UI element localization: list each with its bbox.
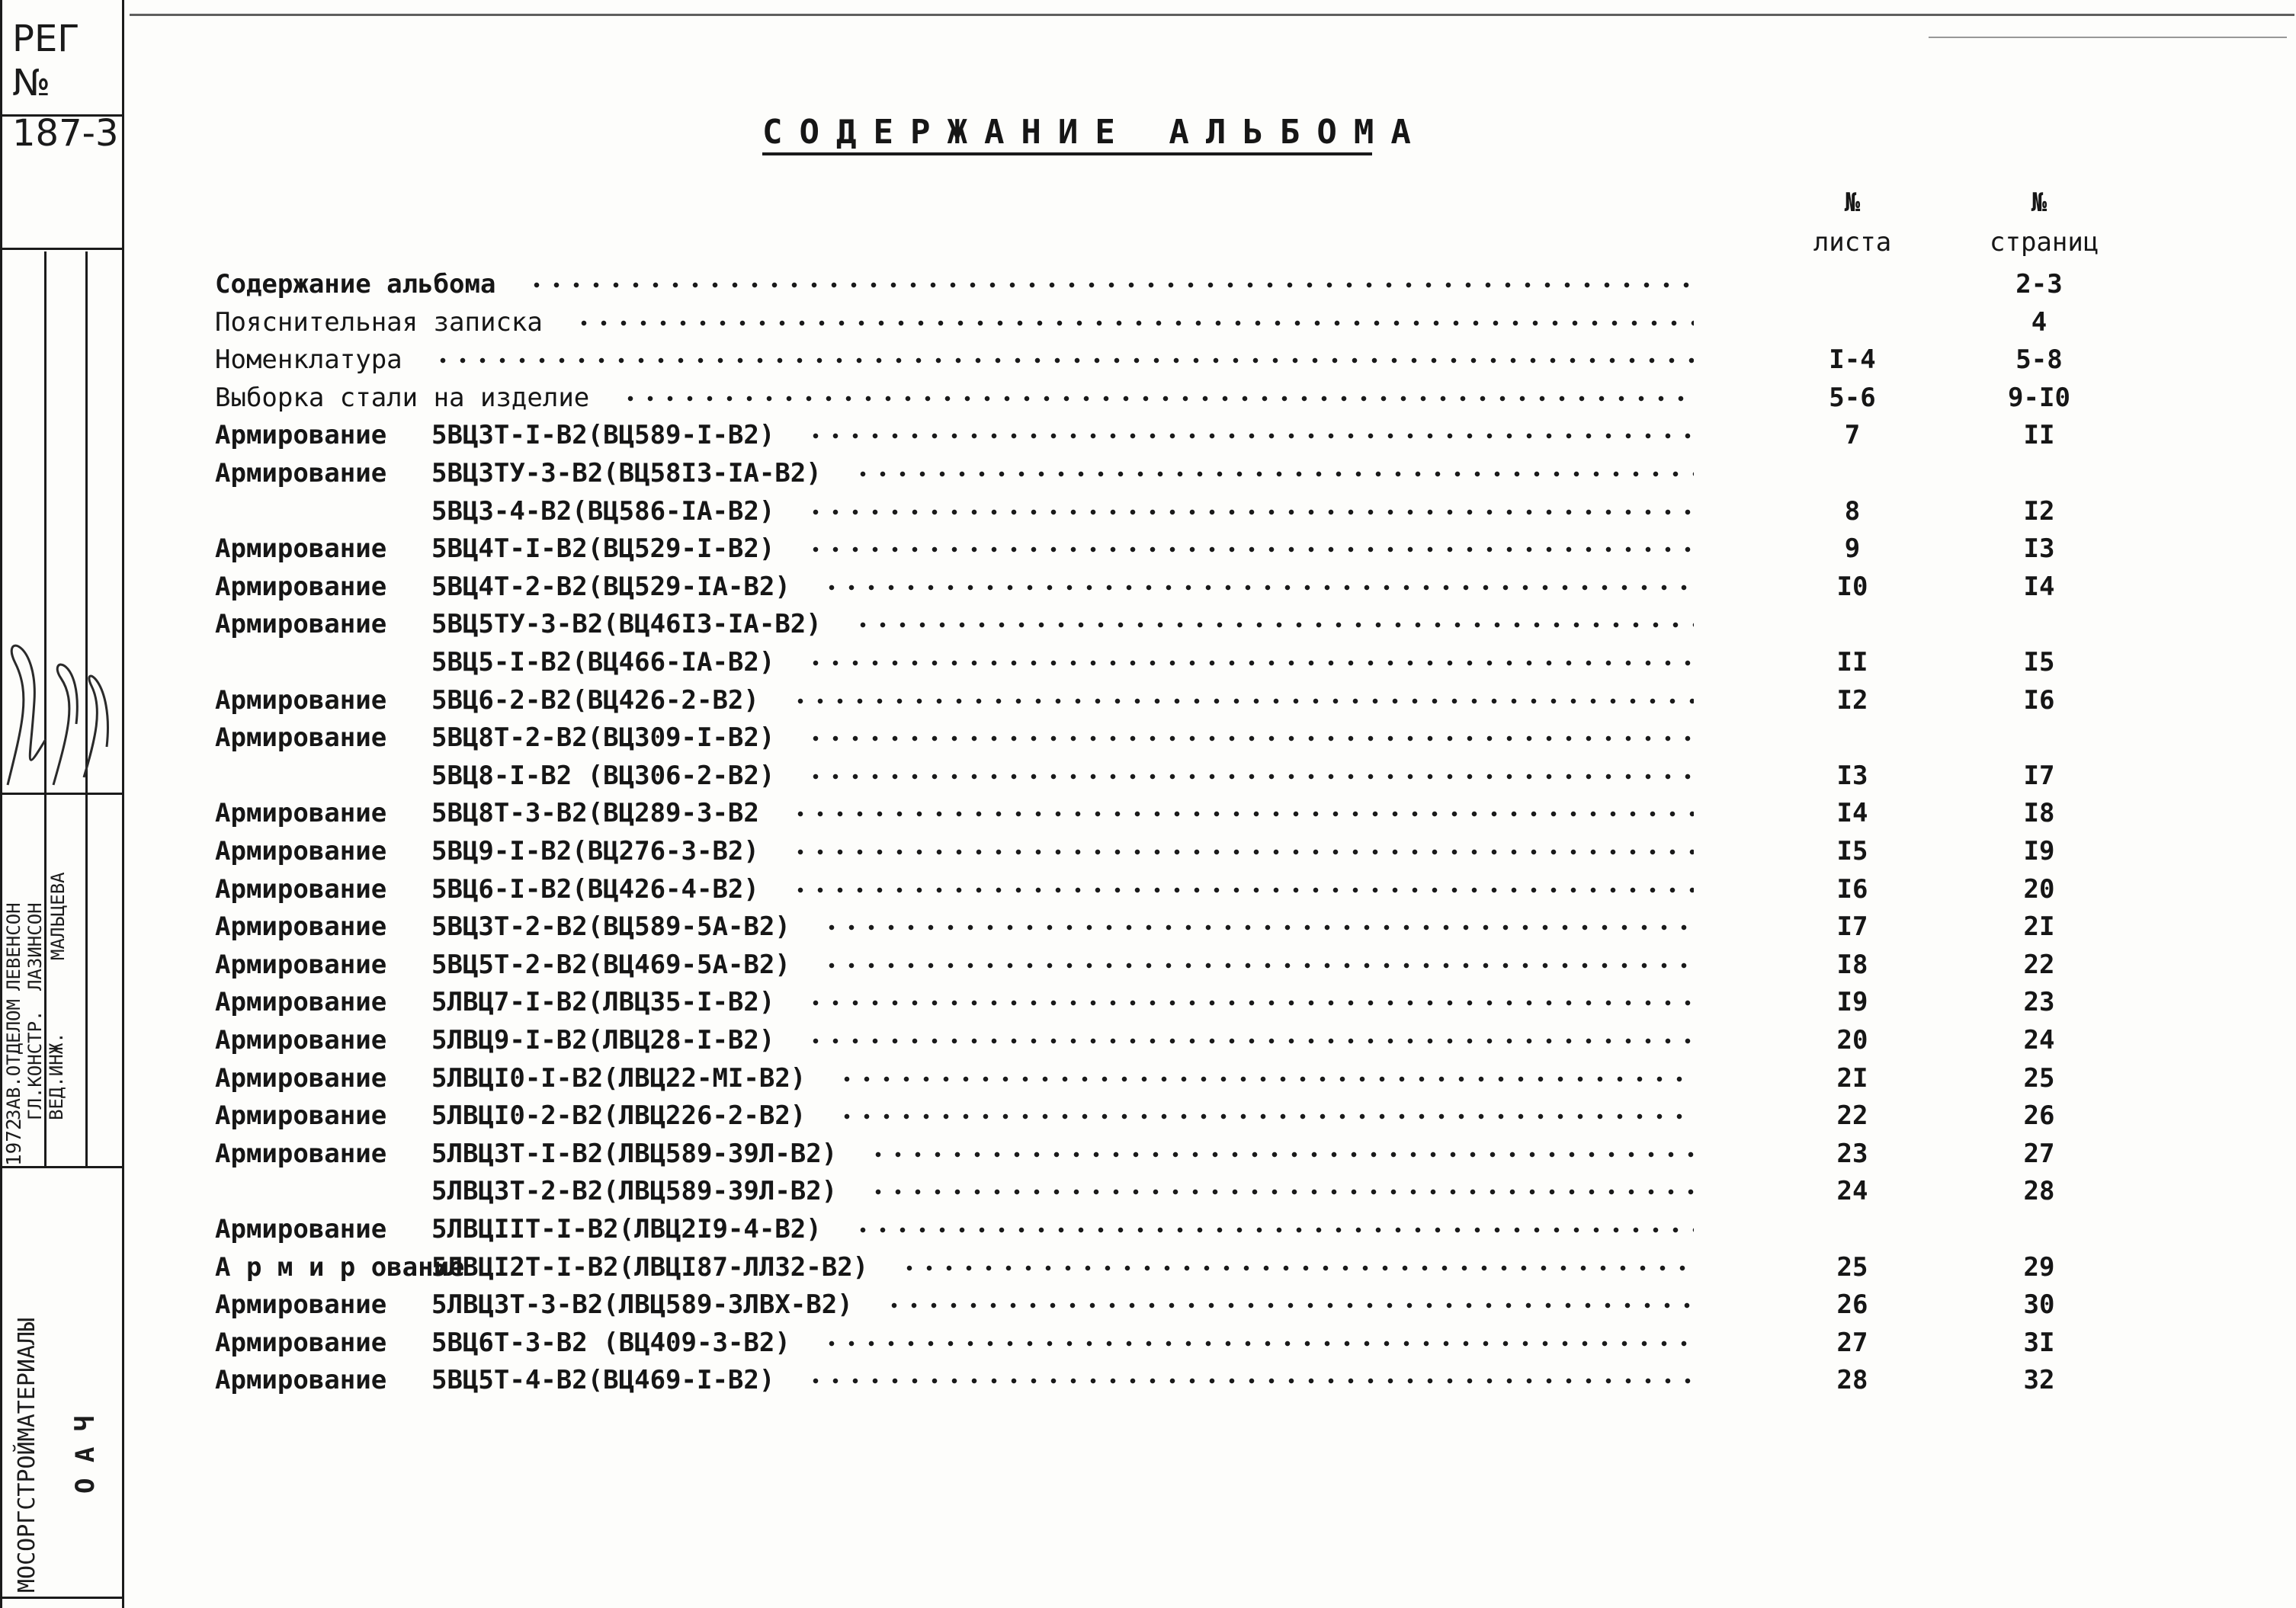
table-row xyxy=(0,1286,2296,1324)
row-sheet-number: 20 xyxy=(1836,1025,1868,1055)
dot-leader xyxy=(806,509,1694,515)
table-row xyxy=(0,1361,2296,1399)
row-sheet-number: I7 xyxy=(1836,911,1868,943)
row-label: Армирование xyxy=(215,420,387,451)
row-sheet-number: 23 xyxy=(1836,1138,1868,1169)
row-product-code: 5ВЦ3Т-I-В2(ВЦ589-I-В2) xyxy=(431,420,775,451)
row-label: Содержание альбома xyxy=(215,269,496,299)
row-product-code: 5ЛВЦ7-I-В2(ЛВЦ35-I-В2) xyxy=(431,987,775,1018)
dot-leader xyxy=(853,1227,1695,1233)
row-product-code: 5ЛВЦ3Т-3-В2(ЛВЦ589-3ЛВХ-В2) xyxy=(431,1289,853,1321)
row-sheet-number: 22 xyxy=(1836,1100,1868,1132)
page-number-sign: № xyxy=(2031,187,2047,218)
row-label: Армирование xyxy=(215,609,387,640)
row-label: Армирование xyxy=(215,987,387,1018)
dot-leader xyxy=(822,1341,1695,1347)
row-label: Армирование xyxy=(215,949,387,980)
dot-leader xyxy=(806,1378,1694,1384)
row-label: Выборка стали на изделие xyxy=(215,382,590,413)
table-row xyxy=(0,303,2296,341)
stamp-name-chief: ЛАЗИНСОН xyxy=(24,902,46,991)
row-sheet-number: 7 xyxy=(1844,420,1861,451)
table-row xyxy=(0,1097,2296,1135)
row-page-number: I8 xyxy=(2023,798,2055,829)
dot-leader xyxy=(790,811,1695,817)
sheet-column-label: листа xyxy=(1813,227,1892,258)
row-label: А р м и р ование xyxy=(215,1251,465,1283)
stamp-divider-end xyxy=(0,1597,122,1599)
row-product-code: 5ВЦ6Т-3-В2 (ВЦ409-3-В2) xyxy=(431,1327,790,1358)
row-sheet-number: 28 xyxy=(1836,1365,1868,1396)
scan-top-line-right xyxy=(1929,37,2287,38)
row-product-code: 5ВЦ8Т-3-В2(ВЦ289-3-В2 xyxy=(431,798,759,829)
dot-leader xyxy=(899,1265,1694,1271)
row-page-number: I4 xyxy=(2023,571,2055,602)
table-row xyxy=(0,1324,2296,1362)
row-product-code: 5ЛВЦI0-2-В2(ЛВЦ226-2-В2) xyxy=(431,1100,806,1132)
row-product-code: 5ЛВЦI2Т-I-В2(ЛВЦI87-ЛЛ32-В2) xyxy=(431,1251,869,1283)
row-product-code: 5ВЦ5ТУ-3-В2(ВЦ46I3-IА-В2) xyxy=(431,609,822,640)
row-page-number: II xyxy=(2023,420,2055,451)
dot-leader xyxy=(806,433,1694,439)
table-row xyxy=(0,643,2296,681)
row-product-code: 5ЛВЦ9-I-В2(ЛВЦ28-I-В2) xyxy=(431,1025,775,1055)
row-page-number: I9 xyxy=(2023,836,2055,866)
row-sheet-number: I3 xyxy=(1836,760,1868,791)
table-row xyxy=(0,1135,2296,1173)
table-row xyxy=(0,719,2296,757)
stamp-organization: МОСОРГСТРОЙМАТЕРИАЛЫ xyxy=(14,1317,40,1593)
row-page-number: 24 xyxy=(2023,1025,2055,1055)
row-page-number: I6 xyxy=(2023,684,2055,716)
row-page-number: 25 xyxy=(2023,1062,2055,1094)
reg-value: 187-3 xyxy=(12,112,119,155)
table-row xyxy=(0,379,2296,417)
row-page-number: 32 xyxy=(2023,1365,2055,1396)
row-sheet-number: 2I xyxy=(1836,1062,1868,1094)
table-row xyxy=(0,1210,2296,1248)
row-page-number: 27 xyxy=(2023,1138,2055,1169)
row-label: Армирование xyxy=(215,911,387,943)
row-sheet-number: 27 xyxy=(1836,1327,1868,1358)
row-page-number: 2I xyxy=(2023,911,2055,943)
row-sheet-number: I8 xyxy=(1836,949,1868,980)
dot-leader xyxy=(853,622,1695,628)
row-sheet-number: 5-6 xyxy=(1829,382,1876,413)
row-product-code: 5ВЦ5Т-2-В2(ВЦ469-5А-В2) xyxy=(431,949,790,980)
row-sheet-number: I-4 xyxy=(1829,344,1876,376)
dot-leader xyxy=(574,320,1695,326)
row-label: Армирование xyxy=(215,1327,387,1358)
table-row xyxy=(0,757,2296,795)
stamp-role-chief: ГЛ.КОНСТР. xyxy=(24,1010,46,1120)
row-product-code: 5ВЦ3Т-2-В2(ВЦ589-5А-В2) xyxy=(431,911,790,943)
table-row xyxy=(0,870,2296,908)
row-label: Армирование xyxy=(215,458,387,488)
reg-label: РЕГ № xyxy=(12,18,80,104)
dot-leader xyxy=(790,887,1695,893)
table-row xyxy=(0,1021,2296,1059)
table-row xyxy=(0,794,2296,832)
row-page-number: 23 xyxy=(2023,987,2055,1018)
dot-leader xyxy=(806,735,1694,742)
dot-leader xyxy=(806,660,1694,666)
dot-leader xyxy=(822,963,1695,969)
row-label: Армирование xyxy=(215,1214,387,1244)
row-product-code: 5ВЦ3ТУ-3-В2(ВЦ58I3-IА-В2) xyxy=(431,458,822,488)
table-row xyxy=(0,832,2296,870)
stamp-role-engineer: ВЕД.ИНЖ. xyxy=(46,1032,67,1120)
row-label: Армирование xyxy=(215,1025,387,1055)
table-row xyxy=(0,492,2296,530)
row-product-code: 5ЛВЦI0-I-В2(ЛВЦ22-МI-В2) xyxy=(431,1062,806,1094)
row-label: Армирование xyxy=(215,1289,387,1321)
dot-leader xyxy=(868,1152,1694,1158)
row-page-number: 2-3 xyxy=(2015,269,2063,299)
dot-leader xyxy=(837,1113,1694,1120)
table-row xyxy=(0,568,2296,606)
row-sheet-number: 26 xyxy=(1836,1289,1868,1321)
page-column-label: страниц xyxy=(1990,227,2099,258)
row-page-number: 5-8 xyxy=(2015,344,2063,376)
row-sheet-number: 9 xyxy=(1844,533,1861,565)
row-page-number: 29 xyxy=(2023,1251,2055,1283)
column-header-sheet xyxy=(1807,183,1898,262)
table-row xyxy=(0,416,2296,454)
row-sheet-number: I4 xyxy=(1836,798,1868,829)
row-label: Армирование xyxy=(215,533,387,565)
title-underline xyxy=(762,152,1372,155)
row-label: Армирование xyxy=(215,873,387,905)
dot-leader xyxy=(822,924,1695,931)
stamp-role-head: ЗАВ.ОТДЕЛОМ xyxy=(3,999,24,1120)
dot-leader xyxy=(806,1038,1694,1044)
row-page-number: 20 xyxy=(2023,873,2055,905)
row-product-code: 5ЛВЦIIТ-I-В2(ЛВЦ2I9-4-В2) xyxy=(431,1214,822,1244)
row-page-number: 28 xyxy=(2023,1176,2055,1207)
dot-leader xyxy=(433,357,1694,364)
dot-leader xyxy=(853,471,1695,477)
row-page-number: I5 xyxy=(2023,647,2055,677)
sheet-number-sign: № xyxy=(1844,187,1861,218)
row-label: Пояснительная записка xyxy=(215,306,543,338)
stamp-divider-top xyxy=(0,248,122,250)
table-row xyxy=(0,605,2296,643)
row-product-code: 5ВЦ5-I-В2(ВЦ466-IА-В2) xyxy=(431,647,775,677)
table-row xyxy=(0,265,2296,303)
row-page-number: 22 xyxy=(2023,949,2055,980)
dot-leader xyxy=(806,546,1694,553)
row-page-number: 4 xyxy=(2031,306,2047,338)
dot-leader xyxy=(868,1189,1694,1195)
dot-leader xyxy=(790,698,1695,704)
row-sheet-number: I6 xyxy=(1836,873,1868,905)
row-label: Армирование xyxy=(215,571,387,602)
row-product-code: 5ВЦ8Т-2-В2(ВЦ309-I-В2) xyxy=(431,722,775,754)
row-product-code: 5ЛВЦ3Т-I-В2(ЛВЦ589-39Л-В2) xyxy=(431,1138,838,1169)
row-sheet-number: I2 xyxy=(1836,684,1868,716)
row-label: Армирование xyxy=(215,1365,387,1396)
table-row xyxy=(0,1248,2296,1286)
row-sheet-number: 25 xyxy=(1836,1251,1868,1283)
row-sheet-number: I0 xyxy=(1836,571,1868,602)
row-sheet-number: I9 xyxy=(1836,987,1868,1018)
row-product-code: 5ВЦ6-I-В2(ВЦ426-4-В2) xyxy=(431,873,759,905)
stamp-year: 1972 xyxy=(3,1118,26,1166)
row-sheet-number: II xyxy=(1836,647,1868,677)
dot-leader xyxy=(527,282,1694,288)
dot-leader xyxy=(620,396,1694,402)
stamp-department: О А Ч xyxy=(70,1415,101,1494)
row-page-number: I3 xyxy=(2023,533,2055,565)
row-page-number: 30 xyxy=(2023,1289,2055,1321)
table-row xyxy=(0,530,2296,568)
scan-top-line xyxy=(130,14,2294,16)
row-product-code: 5ВЦ3-4-В2(ВЦ586-IА-В2) xyxy=(431,495,775,527)
row-sheet-number: 8 xyxy=(1844,495,1861,527)
row-label: Армирование xyxy=(215,722,387,754)
row-label: Армирование xyxy=(215,1138,387,1169)
row-label: Армирование xyxy=(215,1100,387,1132)
row-product-code: 5ВЦ5Т-4-В2(ВЦ469-I-В2) xyxy=(431,1365,775,1396)
row-product-code: 5ЛВЦ3Т-2-В2(ЛВЦ589-39Л-В2) xyxy=(431,1176,838,1207)
document-title: СОДЕРЖАНИЕ АЛЬБОМА xyxy=(762,113,1428,152)
row-sheet-number: I5 xyxy=(1836,836,1868,866)
row-label: Номенклатура xyxy=(215,344,402,376)
table-row xyxy=(0,1059,2296,1097)
row-page-number: 9-I0 xyxy=(2008,382,2070,413)
dot-leader xyxy=(884,1302,1695,1309)
row-label: Армирование xyxy=(215,798,387,829)
dot-leader xyxy=(806,1000,1694,1006)
dot-leader xyxy=(806,774,1694,780)
row-page-number: I7 xyxy=(2023,760,2055,791)
table-row xyxy=(0,908,2296,946)
row-label: Армирование xyxy=(215,684,387,716)
row-page-number: 3I xyxy=(2023,1327,2055,1358)
row-label: Армирование xyxy=(215,836,387,866)
registration-number xyxy=(12,17,128,155)
dot-leader xyxy=(837,1076,1694,1082)
table-row xyxy=(0,454,2296,492)
row-product-code: 5ВЦ4Т-2-В2(ВЦ529-IА-В2) xyxy=(431,571,790,602)
row-sheet-number: 24 xyxy=(1836,1176,1868,1207)
row-label: Армирование xyxy=(215,1062,387,1094)
table-row xyxy=(0,681,2296,719)
table-row xyxy=(0,341,2296,379)
table-row xyxy=(0,983,2296,1021)
dot-leader xyxy=(790,849,1695,855)
row-product-code: 5ВЦ4Т-I-В2(ВЦ529-I-В2) xyxy=(431,533,775,565)
row-product-code: 5ВЦ9-I-В2(ВЦ276-3-В2) xyxy=(431,836,759,866)
stamp-name-engineer: МАЛЬЦЕВА xyxy=(47,872,69,960)
table-row xyxy=(0,946,2296,984)
row-page-number: 26 xyxy=(2023,1100,2055,1132)
column-header-page xyxy=(1990,183,2099,262)
table-row xyxy=(0,1172,2296,1210)
row-product-code: 5ВЦ6-2-В2(ВЦ426-2-В2) xyxy=(431,684,759,716)
row-product-code: 5ВЦ8-I-В2 (ВЦ306-2-В2) xyxy=(431,760,775,791)
dot-leader xyxy=(822,585,1695,591)
row-page-number: I2 xyxy=(2023,495,2055,527)
stamp-name-head: ЛЕВЕНСОН xyxy=(3,902,24,991)
